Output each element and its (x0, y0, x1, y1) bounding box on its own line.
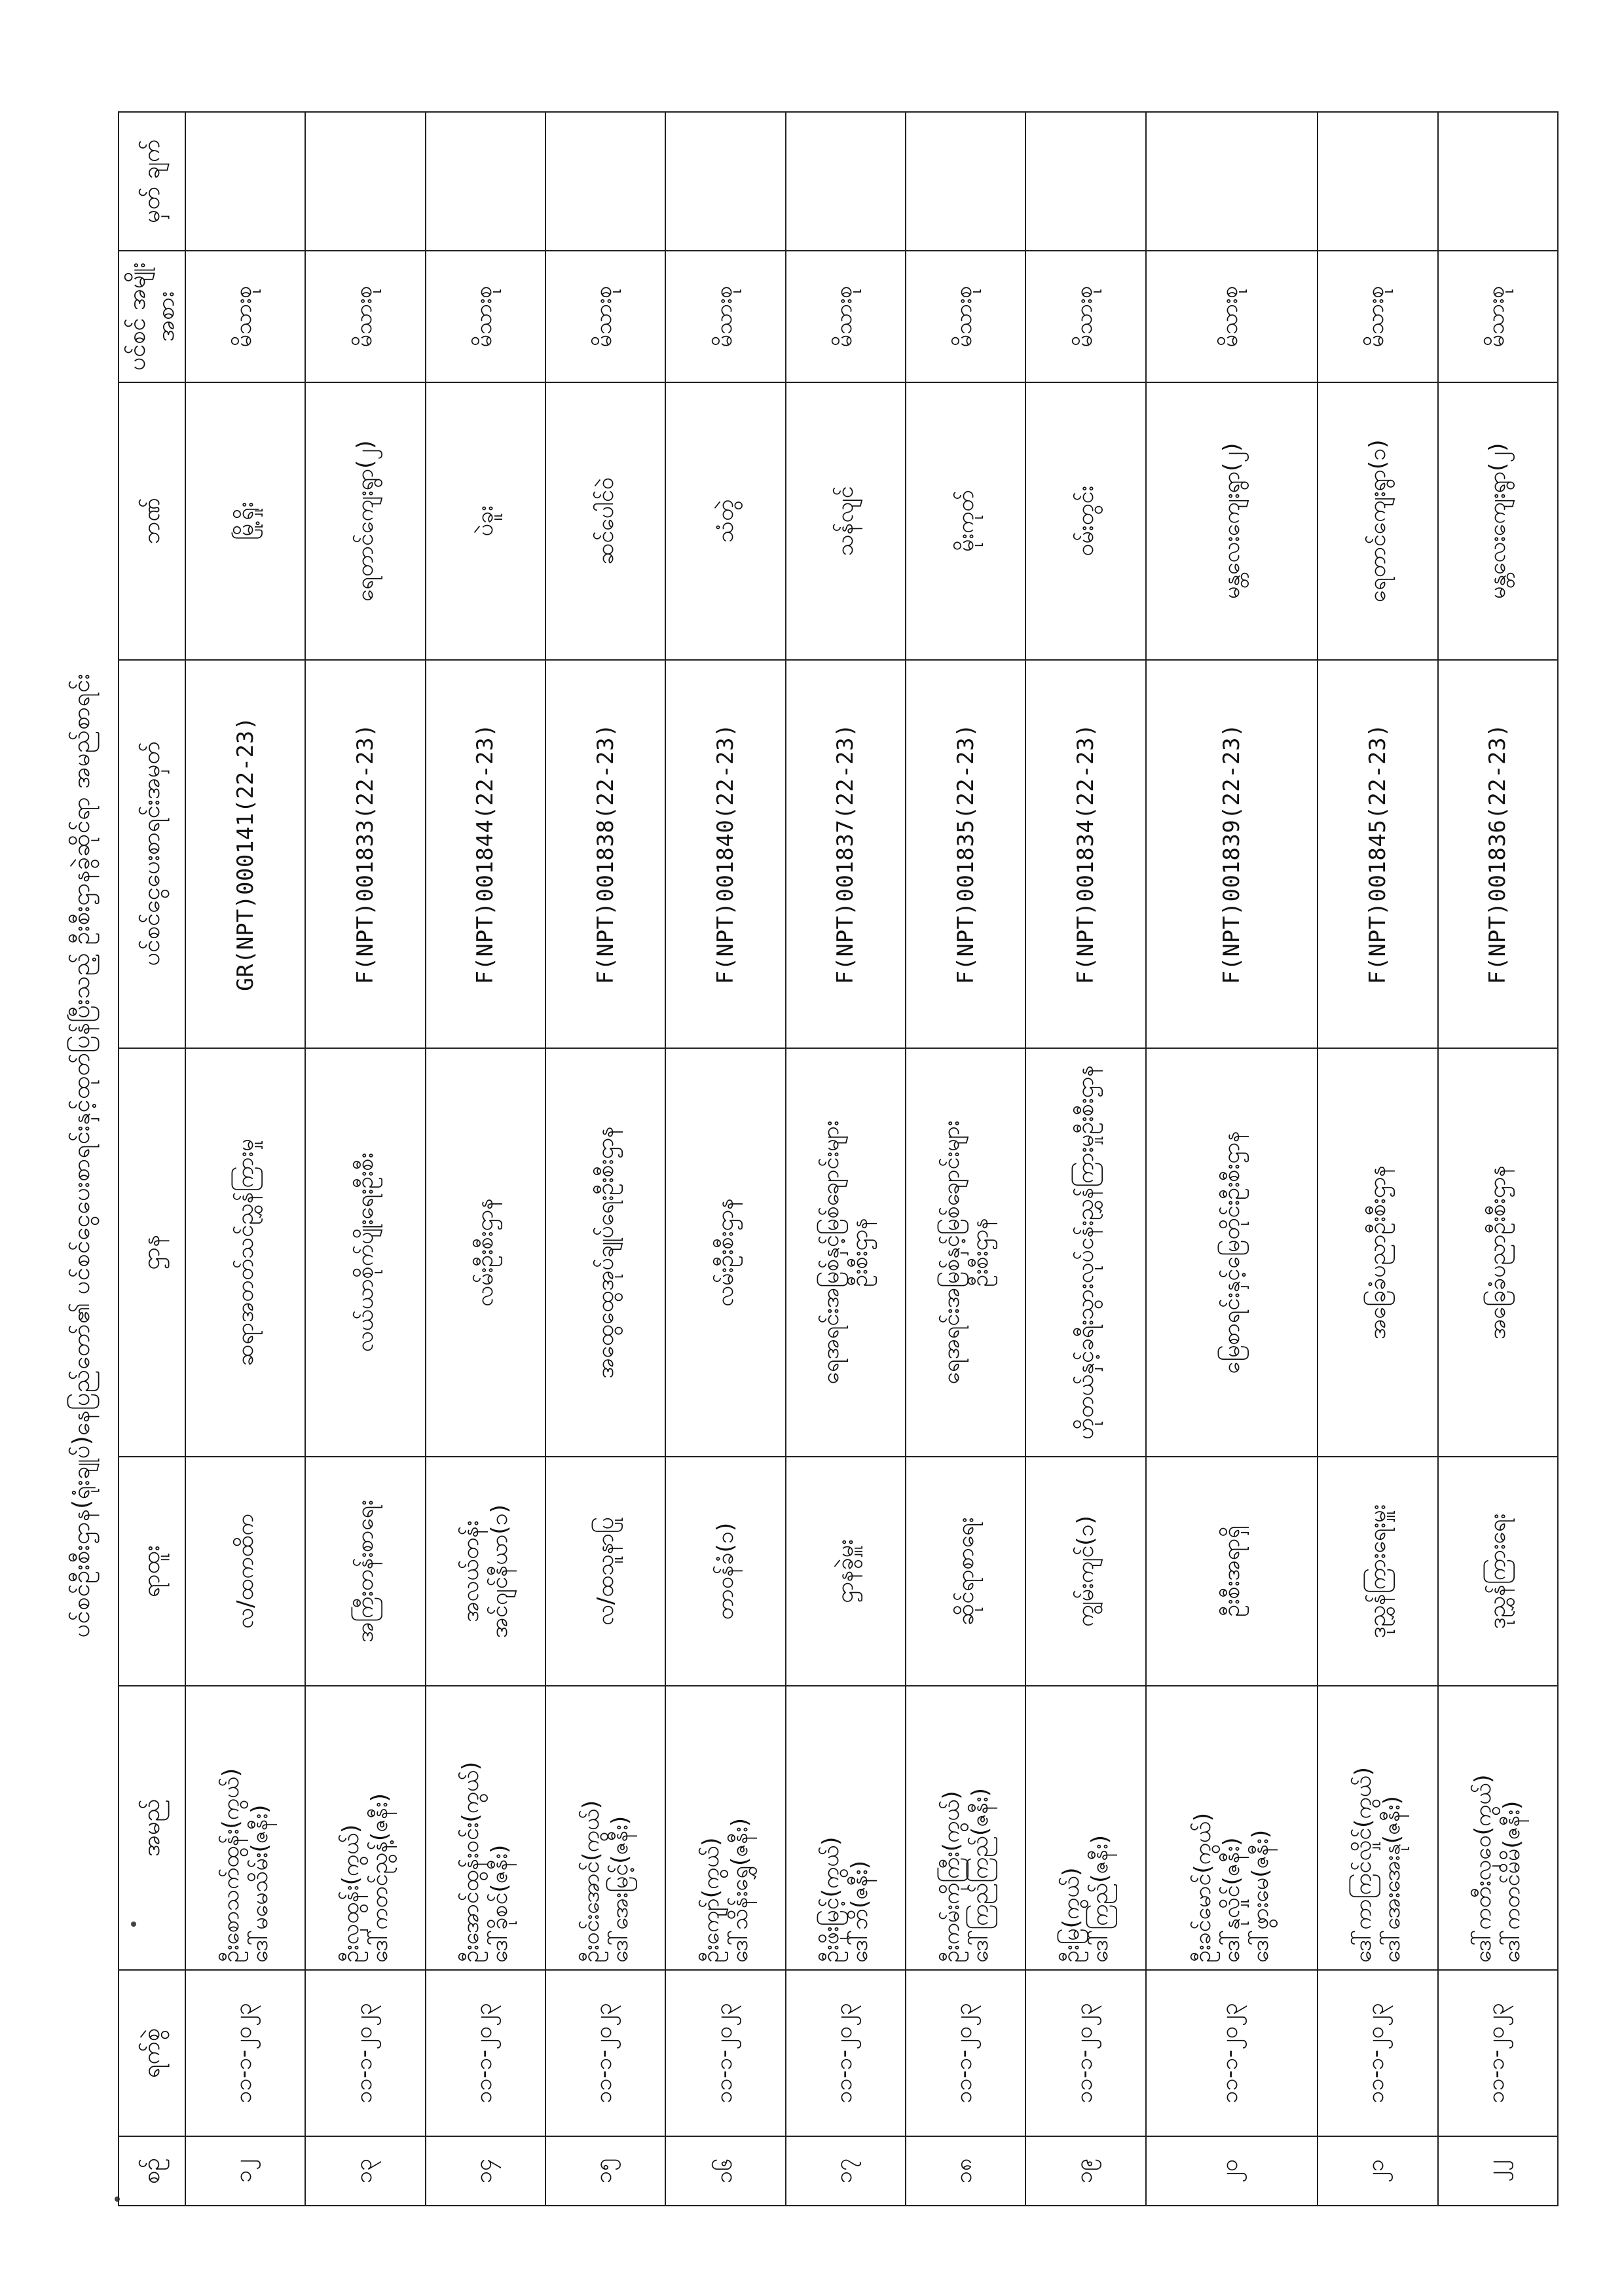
cell-pension-no: F(NPT)001844(22-23) (426, 660, 545, 1048)
cell-name (305, 1686, 425, 1970)
cell-date: ၁၁-၁-၂၀၂၃ (1025, 1970, 1145, 2136)
cell-town (906, 382, 1025, 660)
cell-rank (906, 1457, 1025, 1685)
cell-dept (426, 1048, 545, 1457)
cell-pension-no: F(NPT)001838(22-23) (545, 660, 665, 1048)
cell-rank (786, 1457, 906, 1685)
cell-dept (545, 1048, 665, 1457)
cell-pension-no: GR(NPT)000141(22-23) (185, 660, 305, 1048)
cell-dept-line: လမ်းဦးစီးဌာန (472, 1198, 499, 1307)
cell-dept (906, 1048, 1025, 1457)
cell-name (786, 1686, 906, 1970)
cell-dept (185, 1048, 305, 1457)
cell-name-line: ဒေါ်ကတင်ညွန့်(ဇနီး) (367, 1793, 394, 1963)
cell-dept-line: ဦးစီးဌာန (847, 1218, 874, 1287)
cell-type: မိသားစု (305, 251, 425, 382)
cell-name-line: ဦးအောင်ထွန်းဝင်း(ကွယ်) (458, 1761, 485, 1963)
cell-dept-line: အခြေခံပညာဦးစီးဌာန (1364, 1165, 1391, 1340)
cell-name-line: ဦးကမ်းကိုကြီး(ကွယ်) (938, 1791, 965, 1963)
cell-name (1318, 1686, 1437, 1970)
cell-remark (1146, 112, 1318, 251)
cell-date: ၁၁-၁-၂၀၂၃ (665, 1970, 785, 2136)
cell-no: ၁၃ (305, 2136, 425, 2206)
cell-town-line: ဝမ်းတွင်း (1073, 485, 1099, 556)
cell-town (426, 382, 545, 660)
cell-type: မိသားစု (185, 251, 305, 382)
cell-town (185, 382, 305, 660)
cell-name-line: ဦးခင်မောင်(ကွယ်) (1189, 1812, 1216, 1963)
cell-remark (545, 112, 665, 251)
cell-name-line: ဦးဖိုးမြင့်(ကွယ်) (818, 1836, 845, 1963)
cell-pension-no: F(NPT)001845(22-23) (1318, 660, 1437, 1048)
cell-rank-line: ဆိုင်ရာစာရေး (952, 1517, 979, 1626)
cell-town (1146, 382, 1318, 660)
cell-no: ၁၅ (545, 2136, 665, 2206)
header-date: ရက်စွဲ (119, 1970, 185, 2136)
cell-dept-line: ဟိုတယ်နှင့်ခရီးသွားလုပ်ငန်းညွှန်ကြားမှုဦးစီးဌာန (1073, 1065, 1099, 1440)
cell-dept (1438, 1048, 1558, 1457)
cell-no: ၂၁ (1318, 2136, 1437, 2206)
cell-remark (1025, 112, 1145, 251)
cell-town (545, 382, 665, 660)
cell-town (1318, 382, 1437, 660)
cell-town-line: ဆင်ပေါင်ဝဲ (592, 477, 619, 565)
cell-town-line: မြို့ရှိုး (232, 501, 259, 541)
cell-pension-no: F(NPT)001840(22-23) (665, 660, 785, 1048)
cell-rank (185, 1457, 305, 1685)
cell-no: ၂၂ (1438, 2136, 1558, 2206)
document-title: ပင်စင်ဦးစီးဌာန(ရုံးချုပ်)နေပြည်တော်၏ ပင်စင်ငွေပေးစာရင်းနှင့်ထုတ်ပြန်ပြီးသည့် ဦးစီးဌာနခွဲဆိုင်ရာ အမည်စာရင်း (68, 673, 95, 1638)
cell-name-line: ဒေါ်မမေသိမ်း(ဇနီး) (246, 1804, 273, 1963)
table-row (906, 112, 1025, 2206)
cell-pension-no: F(NPT)001834(22-23) (1025, 660, 1145, 1048)
cell-date: ၁၁-၁-၂၀၂၃ (786, 1970, 906, 2136)
cell-town-line: သန်လျင် (832, 486, 859, 556)
cell-town (786, 382, 906, 660)
cell-name (185, 1686, 305, 1970)
header-pension-no: ပင်စင်ငွေပေးစာရင်းအမှတ် (119, 660, 185, 1048)
cell-name-line: ဒေါ်ခိုစင်(ဇနီး) (487, 1844, 513, 1963)
cell-name-line: ဒေါ်သိန်းရွှေ(ဇနီး) (727, 1818, 754, 1963)
cell-dept-line: အခြေခံပညာဦးစီးဌာန (1485, 1165, 1511, 1340)
cell-pension-no: F(NPT)001833(22-23) (305, 660, 425, 1048)
cell-dept-line: ဆရာအတတ်သင်ညွှန်ကြားမှု (232, 1139, 259, 1366)
cell-no: ၁၉ (1025, 2136, 1145, 2206)
cell-date: ၁၁-၁-၂၀၂၃ (906, 1970, 1025, 2136)
cell-rank (1146, 1457, 1318, 1685)
cell-name-line: ဦးဝင်းအောင်(ကွယ်) (578, 1800, 604, 1963)
cell-pension-no: F(NPT)001837(22-23) (786, 660, 906, 1048)
cell-type: မိသားစု (426, 251, 545, 382)
cell-type: မိသားစု (786, 251, 906, 382)
cell-rank (1025, 1457, 1145, 1685)
cell-rank-line: အင်ဂျင်နီယာ(၁) (487, 1504, 513, 1639)
cell-name (426, 1686, 545, 1970)
cell-name-line: ဒေါ်ဘိ(ဇနီး) (847, 1861, 874, 1963)
cell-rank (545, 1457, 665, 1685)
cell-town-line: သံတွဲ (712, 499, 739, 543)
cell-name (1025, 1686, 1145, 1970)
cell-town-line: မန္တလေးကျေးရွာ(၂) (1485, 443, 1511, 600)
cell-remark (426, 112, 545, 251)
cell-name-line: ဒေါ်ကတီးလှဝေ(ကွယ်) (1470, 1774, 1497, 1963)
cell-town (1438, 382, 1558, 660)
cell-name-line: ဒေါ်အေးမြင့်(ဇနီး) (606, 1815, 633, 1963)
table-row (426, 112, 545, 2206)
cell-dept (305, 1048, 425, 1457)
cell-date: ၁၁-၁-၂၀၂၃ (185, 1970, 305, 2136)
cell-name (906, 1686, 1025, 1970)
cell-dept-line: ဦးစီးဌာန (967, 1218, 993, 1287)
cell-pension-no: F(NPT)001836(22-23) (1438, 660, 1558, 1048)
cell-name-line: ဒေါ်ကာကြင်လှိုင်(ကွယ်) (1350, 1767, 1376, 1963)
cell-rank-line: လ/ထကထိက (232, 1514, 259, 1629)
cell-town-line: ရေတာင်ကျေးရွာ(၂) (352, 440, 379, 602)
cell-date: ၁၁-၁-၂၀၂၃ (305, 1970, 425, 2136)
cell-name (1146, 1686, 1318, 1970)
cell-rank (1318, 1457, 1437, 1685)
cell-remark (185, 112, 305, 251)
cell-remark (786, 112, 906, 251)
cell-dept (1318, 1048, 1437, 1457)
cell-name (545, 1686, 665, 1970)
cell-type: မိသားစု (1318, 251, 1437, 382)
cell-town-line: ရေတာင်ကျေးရွာ(၁) (1364, 439, 1391, 603)
cell-type: မိသားစု (1146, 251, 1318, 382)
header-dept: ဌာန (119, 1048, 185, 1457)
cell-pension-no: F(NPT)001839(22-23) (1146, 660, 1318, 1048)
cell-rank-line: တာဝန်ခံ(၁) (712, 1522, 739, 1620)
cell-dept-line: ရေအရင်းအမြစ်နှင့်မြစ်ချောင်းများ (938, 1120, 965, 1385)
cell-town (305, 382, 425, 660)
table-row (305, 112, 425, 2206)
cell-remark (906, 112, 1025, 251)
cell-no: ၁၈ (906, 2136, 1025, 2206)
cell-rank-line: အကြီးတန်းစာရေး (352, 1500, 379, 1643)
cell-dept-line: ရေအရင်းအမြစ်နှင့်မြစ်ချောင်းများ (818, 1120, 845, 1385)
table-row (1146, 112, 1318, 2206)
table-row (1438, 112, 1558, 2206)
cell-name-line: ဒေါ်အေးအေးနု(ဇနီး) (1378, 1796, 1405, 1963)
header-name: အမည် (119, 1686, 185, 1970)
cell-dept-line: မြေစာရင်းနှင့်မြေတိုင်းဦးစီးဌာန (1218, 1131, 1245, 1374)
header-rank: ရာထူး (119, 1457, 185, 1685)
cell-rank-line: ဦးစီးအရာရှိ (1218, 1525, 1245, 1617)
cell-dept (1025, 1048, 1145, 1457)
cell-remark (1438, 112, 1558, 251)
cell-rank-line: ဒုညွှန်ကြားရေးမှူး (1364, 1504, 1391, 1639)
cell-name-line: ဦးစောသက်ထွန်း(ကွယ်) (217, 1768, 244, 1963)
cell-type: မိသားစု (665, 251, 785, 382)
cell-date: ၁၁-၁-၂၀၂၃ (426, 1970, 545, 2136)
cell-date: ၁၁-၁-၂၀၂၃ (545, 1970, 665, 2136)
cell-remark (305, 112, 425, 251)
cell-type: မိသားစု (1025, 251, 1145, 382)
table-row (185, 112, 305, 2206)
table-row (665, 112, 785, 2206)
cell-type: မိသားစု (1438, 251, 1558, 382)
cell-name-line: ဦးလှထွန်း(ကွယ်) (338, 1824, 365, 1963)
cell-rank-line: လ/ထသူနာပြု (592, 1517, 619, 1626)
pension-register-table (118, 111, 1559, 2206)
cell-town-line: မန္တလေးကျေးရွာ(၂) (1218, 443, 1245, 600)
cell-remark (665, 112, 785, 251)
header-remark: မှတ် ချက် (119, 112, 185, 251)
cell-name (665, 1686, 785, 1970)
table-row (786, 112, 906, 2206)
cell-date: ၁၁-၁-၂၀၂၃ (1438, 1970, 1558, 2136)
header-no: စဥ် (119, 2136, 185, 2206)
cell-rank (426, 1457, 545, 1685)
cell-no: ၁၄ (426, 2136, 545, 2206)
cell-no: ၁၆ (665, 2136, 785, 2206)
rotated-content (52, 85, 1565, 2226)
table-row (545, 112, 665, 2206)
cell-type: မိသားစု (906, 251, 1025, 382)
cell-name-line: ဒေါ်ကြည်(ဇနီး) (1087, 1834, 1114, 1963)
cell-town (1025, 382, 1145, 660)
cell-dept-line: လယ်ယာစိုက်ပျိုးရေးဦးစီး (352, 1152, 379, 1353)
cell-town-line: မိုးကုတ် (952, 490, 979, 553)
cell-rank (665, 1457, 785, 1685)
cell-dept (665, 1048, 785, 1457)
header-town: ဘဏ် (119, 382, 185, 660)
cell-name-line: ဒေါ်ကြည်ကြည်(ဇနီး) (967, 1788, 993, 1963)
cell-dept (786, 1048, 906, 1457)
cell-rank (1438, 1457, 1558, 1685)
cell-name-line: ဦးကျော်(ကွယ်) (698, 1837, 725, 1963)
table-row (1318, 112, 1437, 2206)
cell-date: ၁၁-၁-၂၀၂၃ (1318, 1970, 1437, 2136)
cell-rank (305, 1457, 425, 1685)
header-type: ပင်စင် အမျိုးအစား (119, 251, 185, 382)
cell-town (665, 382, 785, 660)
cell-rank-line: ဌာနခွဲမှူး (832, 1539, 859, 1603)
cell-town-line: ပဲခူး (472, 505, 499, 537)
cell-dept-line: လမ်းဦးစီးဌာန (712, 1198, 739, 1307)
cell-dept-line: အထွေထွေအုပ်ချုပ်ရေးဦးစီးဌာန (592, 1126, 619, 1379)
cell-pension-no: F(NPT)001835(22-23) (906, 660, 1025, 1048)
cell-rank-line: ဒုညွှန်ကြားရေး (1485, 1513, 1511, 1630)
table-row (1025, 112, 1145, 2206)
cell-name (1438, 1686, 1558, 1970)
cell-date: ၁၁-၁-၂၀၂၃ (1146, 1970, 1318, 2136)
cell-rank-line: ကျွမ်းကျင်(၁) (1073, 1516, 1099, 1628)
cell-no: ၁၇ (786, 2136, 906, 2206)
cell-name-line: ဦးမြ(ကွယ်) (1058, 1867, 1085, 1963)
cell-remark (1318, 112, 1437, 251)
cell-no: ၁၂ (185, 2136, 305, 2206)
cell-name-line: ဒေါ်နုလှိုင်(ဇနီး) (1218, 1837, 1245, 1963)
cell-rank-line: အလယ်တန်း (458, 1520, 485, 1622)
cell-name-line: ဒေါ်ကတင်မိမိ(ဇနီး) (1499, 1800, 1526, 1963)
cell-no: ၂၀ (1146, 2136, 1318, 2206)
cell-dept (1146, 1048, 1318, 1457)
table-body (185, 112, 1558, 2206)
cell-type: မိသားစု (545, 251, 665, 382)
header-row (119, 112, 185, 2206)
cell-name-line: ဒေါ်ဖွားမေ(ဇနီး) (1247, 1829, 1274, 1963)
